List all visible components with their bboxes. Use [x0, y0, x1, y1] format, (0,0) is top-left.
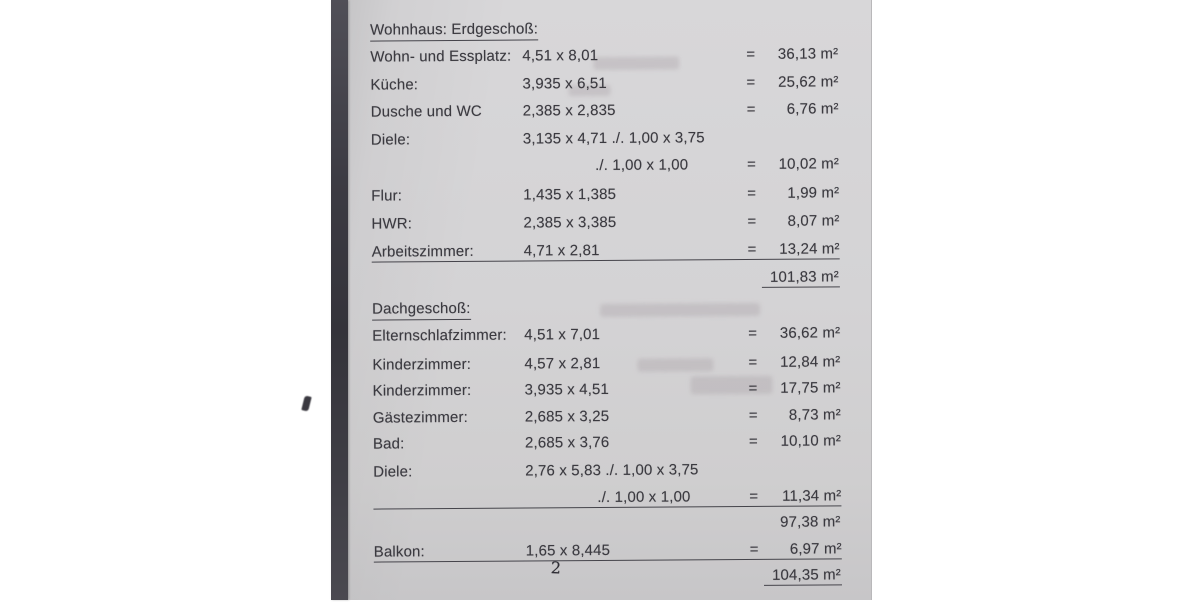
section-title-erdgeschoss	[370, 19, 838, 38]
row-equals: =	[746, 100, 756, 118]
table-row	[373, 380, 841, 399]
row-result: 8,73 m²	[788, 406, 841, 424]
handwritten-divisor: 2	[550, 558, 562, 578]
subtotal-value: 97,38 m²	[780, 513, 841, 531]
row-equals: =	[748, 432, 758, 450]
row-equals: =	[746, 45, 756, 63]
row-result: 10,02 m²	[778, 155, 840, 173]
row-dims: 3,935 x 6,51	[522, 74, 607, 93]
table-row	[371, 129, 839, 148]
row-label: Arbeitszimmer:	[371, 242, 474, 261]
row-dims: 2,685 x 3,25	[524, 407, 610, 426]
row-result: 13,24 m²	[779, 240, 840, 258]
row-label: Kinderzimmer:	[372, 381, 472, 400]
row-result: 8,07 m²	[787, 212, 840, 230]
row-result: 6,76 m²	[786, 100, 839, 118]
table-row	[373, 461, 841, 480]
row-label: Elternschlafzimmer:	[372, 326, 507, 345]
row-dims: 2,385 x 2,835	[522, 101, 616, 120]
table-row	[372, 354, 840, 373]
row-dims: 4,51 x 8,01	[522, 47, 599, 65]
row-dims: 4,51 x 7,01	[524, 326, 601, 344]
row-label: Küche:	[370, 76, 419, 94]
row-result: 36,62 m²	[779, 324, 841, 342]
table-row	[372, 241, 840, 262]
table-row	[373, 488, 841, 509]
row-result: 36,13 m²	[777, 45, 839, 63]
row-equals: =	[746, 155, 757, 173]
row-dims: ./. 1,00 x 1,00	[595, 156, 689, 175]
row-equals: =	[748, 406, 758, 424]
row-label: Flur:	[371, 187, 403, 205]
row-equals: =	[748, 379, 758, 397]
section-title-label: Dachgeschoß:	[372, 301, 471, 321]
row-result: 25,62 m²	[778, 73, 839, 91]
table-row	[371, 213, 839, 232]
document-sheet	[329, 0, 873, 602]
table-row	[371, 156, 839, 175]
row-dims: 1,65 x 8,445	[525, 541, 611, 560]
row-label: Bad:	[372, 435, 405, 453]
document-photo	[331, 0, 872, 600]
row-equals: =	[746, 73, 756, 91]
row-dims: 4,71 x 2,81	[523, 242, 600, 260]
table-row	[374, 541, 842, 562]
row-label: Kinderzimmer:	[372, 355, 472, 374]
row-equals: =	[747, 212, 757, 230]
row-result: 11,34 m²	[782, 487, 842, 505]
row-dims: 3,935 x 4,51	[524, 380, 610, 399]
table-row	[370, 46, 838, 65]
table-row	[373, 407, 841, 426]
table-row	[370, 74, 838, 93]
row-equals: =	[747, 240, 757, 258]
row-dims: 3,135 x 4,71 ./. 1,00 x 3,75	[522, 129, 705, 148]
row-equals: =	[748, 353, 758, 371]
row-equals: =	[748, 324, 758, 342]
row-label: Gästezimmer:	[372, 408, 469, 427]
row-result: 1,99 m²	[787, 184, 840, 202]
row-label: Wohn- und Essplatz:	[370, 47, 512, 66]
row-dims: ./. 1,00 x 1,00	[597, 488, 691, 507]
row-dims: 2,76 x 5,83 ./. 1,00 x 3,75	[525, 461, 699, 480]
row-result: 17,75 m²	[780, 379, 841, 397]
total-value: 101,83 m²	[762, 269, 840, 288]
section-subtotal-dachgeschoss	[374, 514, 842, 533]
row-result: 10,10 m²	[780, 432, 842, 450]
table-row	[371, 101, 839, 120]
row-label: Diele:	[370, 131, 411, 149]
row-equals: =	[749, 487, 759, 505]
row-label: Diele:	[373, 463, 413, 481]
row-equals: =	[747, 184, 757, 202]
final-total	[374, 567, 842, 586]
row-dims: 1,435 x 1,385	[523, 185, 617, 204]
row-equals: =	[749, 540, 759, 558]
table-row	[372, 325, 840, 344]
row-dims: 2,385 x 3,385	[523, 213, 617, 232]
table-row	[373, 433, 841, 452]
row-dims: 2,685 x 3,76	[524, 433, 610, 452]
row-result: 12,84 m²	[779, 353, 841, 371]
section-total-erdgeschoss	[372, 269, 840, 288]
section-title-dachgeschoss	[372, 298, 840, 317]
section-title-label: Wohnhaus: Erdgeschoß:	[370, 21, 538, 41]
row-label: HWR:	[371, 215, 413, 233]
row-dims: 4,57 x 2,81	[524, 355, 601, 373]
row-label: Balkon:	[373, 543, 425, 561]
paper-speck	[301, 395, 311, 411]
total-value: 104,35 m²	[764, 567, 842, 586]
row-label: Dusche und WC	[370, 102, 482, 121]
table-row	[371, 185, 839, 204]
row-result: 6,97 m²	[789, 540, 842, 558]
